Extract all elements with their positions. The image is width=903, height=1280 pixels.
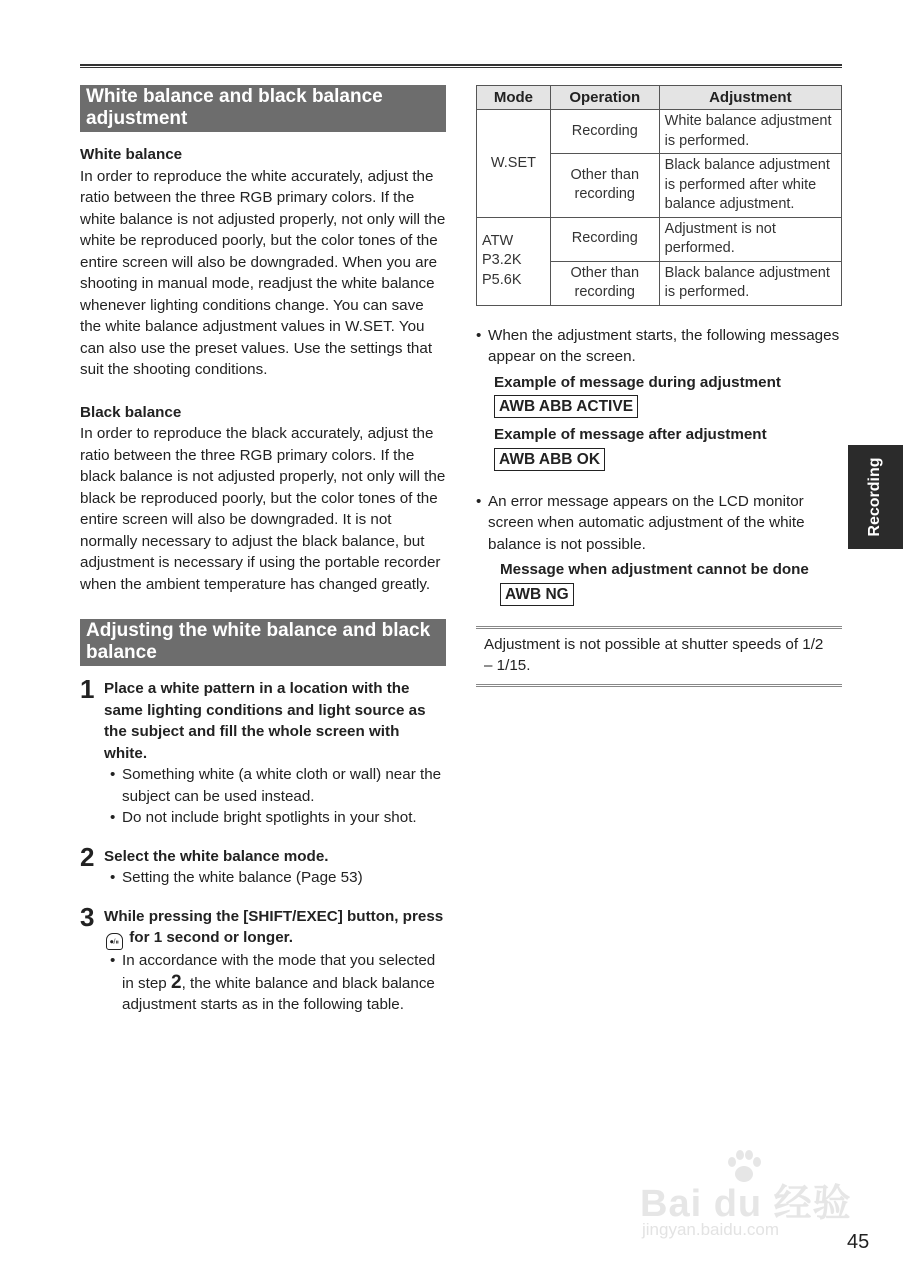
adjustment-cell: White balance adjustment is performed. bbox=[659, 110, 841, 154]
bullet-item: • In accordance with the mode that you selected in step 2, the white balance and black balance adjustment starts as in the following table. bbox=[104, 950, 446, 1016]
bb-text: In order to reproduce the black accurately, adjust the ratio between the three RGB primary colors. If the black balance is not adjusted properly, not only will the black be reproduced poorly, but the color tones of the entire screen will also be downgraded. It is not normally necessary to adjust the black balance, but adjustment is necessary if using the portable recorder when the ambient temperature has changed greatly. bbox=[80, 425, 446, 593]
step-3 bbox=[80, 901, 446, 1016]
operation-cell: Other than recording bbox=[550, 261, 659, 305]
table-row bbox=[477, 110, 842, 154]
mode-table bbox=[476, 85, 842, 306]
header-mode: Mode bbox=[477, 86, 551, 110]
step-title: While pressing the [SHIFT/EXEC] button, press ⏺/⏸ for 1 second or longer. bbox=[104, 906, 446, 951]
adjustment-cell: Adjustment is not performed. bbox=[659, 217, 841, 261]
wb-heading: White balance bbox=[80, 146, 183, 163]
mode-cell: ATW P3.2K P5.6K bbox=[477, 217, 551, 305]
bullet-item: • Setting the white balance (Page 53) bbox=[104, 867, 446, 889]
header-adjustment: Adjustment bbox=[659, 86, 841, 110]
message-awb-abb-ok: AWB ABB OK bbox=[494, 448, 605, 471]
mode-cell: W.SET bbox=[477, 110, 551, 218]
bullet-item: • An error message appears on the LCD monitor screen when automatic adjustment of the white balance is not possible. bbox=[476, 491, 842, 556]
header-operation: Operation bbox=[550, 86, 659, 110]
note-box: Adjustment is not possible at shutter speeds of 1/2 – 1/15. bbox=[476, 626, 842, 687]
watermark-url: jingyan.baidu.com bbox=[642, 1220, 780, 1239]
wb-text: In order to reproduce the white accurately, adjust the ratio between the three RGB primary colors. If the white balance is not adjusted properly, not only will the white be reproduced poorly, but the color tones of the entire screen will also be downgraded. When you are shooting in manual mode, readjust the white balance whenever lighting conditions change. You can save the white balance adjustment values in W.SET. You can also use the preset values. Use the settings that suit the shooting conditions. bbox=[80, 167, 446, 378]
adjustment-cell: Black balance adjustment is performed. bbox=[659, 261, 841, 305]
step-2 bbox=[80, 841, 446, 889]
step-1 bbox=[80, 674, 446, 829]
adjustment-cell: Black balance adjustment is performed after white balance adjustment. bbox=[659, 154, 841, 218]
side-tab-label: Recording bbox=[866, 457, 883, 537]
page-number: 45 bbox=[847, 1231, 870, 1253]
message-awb-ng: AWB NG bbox=[500, 583, 574, 606]
section-title-adjusting: Adjusting the white balance and black balance bbox=[80, 619, 446, 666]
side-tab-recording bbox=[848, 445, 903, 549]
operation-cell: Other than recording bbox=[550, 154, 659, 218]
left-column bbox=[80, 85, 446, 1016]
right-column bbox=[476, 85, 842, 687]
step-number: 1 bbox=[80, 674, 95, 704]
bullet-item: • Something white (a white cloth or wall) near the subject can be used instead. bbox=[104, 764, 446, 807]
example-heading: Message when adjustment cannot be done bbox=[500, 561, 809, 578]
top-rule bbox=[80, 64, 842, 68]
table-row bbox=[477, 217, 842, 261]
bb-heading: Black balance bbox=[80, 403, 182, 421]
operation-cell: Recording bbox=[550, 217, 659, 261]
table-header-row bbox=[477, 86, 842, 110]
example-heading: Example of message after adjustment bbox=[494, 426, 767, 443]
bullet-item: • When the adjustment starts, the following messages appear on the screen. bbox=[476, 325, 842, 368]
step-number: 2 bbox=[80, 841, 95, 872]
bullet-item: • Do not include bright spotlights in your shot. bbox=[104, 807, 446, 829]
example-heading: Example of message during adjustment bbox=[494, 373, 781, 391]
step-title: Select the white balance mode. bbox=[104, 847, 329, 865]
message-awb-abb-active: AWB ABB ACTIVE bbox=[494, 395, 638, 418]
watermark bbox=[640, 1150, 850, 1245]
step-number: 3 bbox=[80, 901, 95, 932]
record-pause-icon: ⏺/⏸ bbox=[106, 933, 123, 950]
step-title: Place a white pattern in a location with the same lighting conditions and light source as the subject and fill the whole screen with white. bbox=[104, 680, 426, 762]
operation-cell: Recording bbox=[550, 110, 659, 154]
watermark-logo: Bai du 经验 bbox=[640, 1183, 852, 1225]
section-title-wb-bb: White balance and black balance adjustment bbox=[80, 85, 446, 132]
